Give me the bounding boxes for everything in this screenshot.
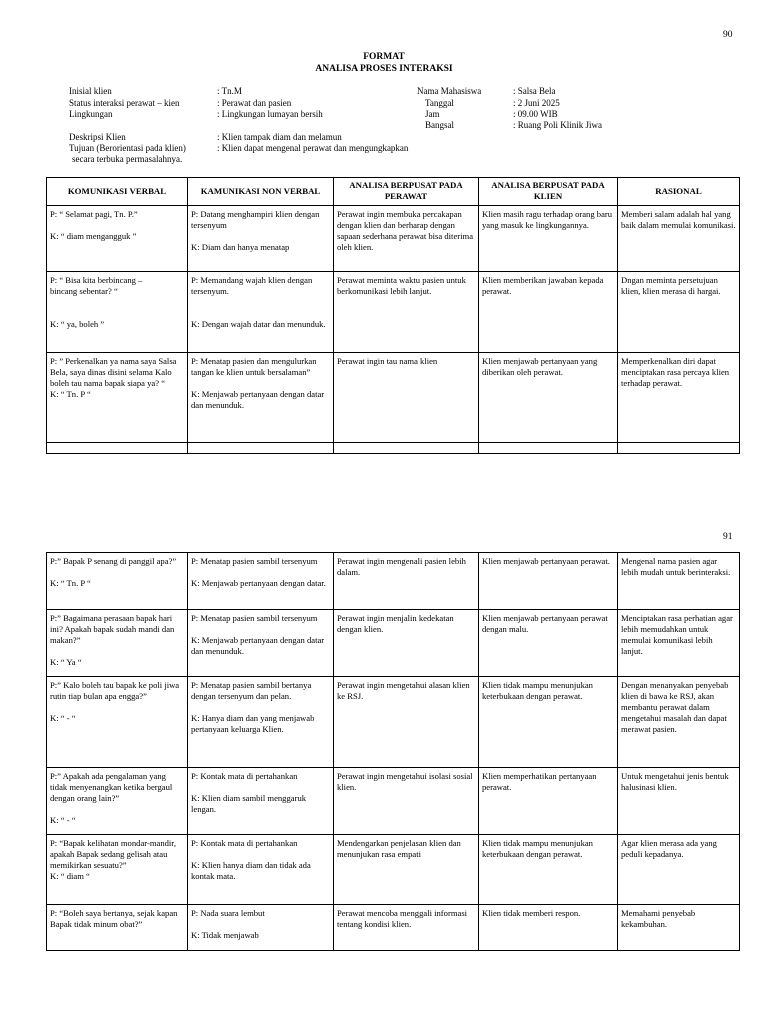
info-value: : Tn.M <box>217 86 242 96</box>
table-row <box>47 205 740 271</box>
cell-nonverbal <box>188 352 334 442</box>
cell-line: K: “ diam “ <box>50 871 90 881</box>
cell-line: K: Menjawab pertanyaan dengan datar. <box>191 578 326 588</box>
cell-line: Klien menjawab pertanyaan yang diberikan oleh perawat. <box>482 355 598 377</box>
cell-nonverbal <box>188 553 334 610</box>
cell-line: P: “ Selamat pagi, Tn. P.” <box>50 208 138 219</box>
cell-line: K: Menjawab pertanyaan dengan datar dan menunduk. <box>191 635 325 656</box>
cell-line: Perawat mencoba menggali informasi tentang kondisi klien. <box>337 908 468 929</box>
deskripsi-value: : Klien tampak diam dan melamun <box>217 132 342 142</box>
cell-line: Mengenal nama pasien agar lebih mudah untuk berinteraksi. <box>621 556 731 577</box>
cell-line: P: Menatap pasien sambil tersenyum <box>191 613 318 623</box>
interaction-table-page2 <box>46 552 740 951</box>
cell-line: Memperkenalkan diri dapat menciptakan rasa percaya klien terhadap perawat. <box>621 355 730 388</box>
cell-line <box>191 782 330 793</box>
cell-rasional <box>618 205 740 271</box>
cell-rasional <box>618 768 740 835</box>
cell-line: K: “ diam mengangguk ” <box>50 230 137 241</box>
table-row <box>47 677 740 768</box>
document-subtitle: ANALISA PROSES INTERAKSI <box>315 64 453 74</box>
cell-verbal <box>47 835 188 905</box>
cell-line: P: Menatap pasien sambil bertanya dengan tersenyum dan pelan. <box>191 680 312 701</box>
cell-line: P: Nada suara lembut <box>191 908 265 918</box>
cell-line <box>50 567 184 578</box>
cell-line: K: “ Tn. P “ <box>50 388 91 399</box>
cell-perawat <box>334 677 479 768</box>
page-number: 90 <box>723 30 733 40</box>
cell-nonverbal <box>188 610 334 677</box>
cell-verbal <box>47 553 188 610</box>
cell-line: Perawat meminta waktu pasien untuk berkomunikasi lebih lanjut. <box>337 274 466 296</box>
cell-line <box>50 804 184 815</box>
cell-line: Agar klien merasa ada yang peduli kepadanya. <box>621 838 717 859</box>
cell-line: K: “ Tn. P “ <box>50 578 91 588</box>
column-header: RASIONAL <box>618 178 740 206</box>
cell-line: Klien memperhatikan pertanyaan perawat. <box>482 771 597 792</box>
cell-line <box>191 567 330 578</box>
empty-cell <box>334 442 479 453</box>
cell-line <box>50 308 184 319</box>
cell-line: K: Diam dan hanya menatap <box>191 241 290 252</box>
cell-nonverbal <box>188 205 334 271</box>
cell-line: P:” Kalo boleh tau bapak ke poli jiwa rutin tiap bulan apa engga?” <box>50 680 180 701</box>
interaction-table-page1 <box>46 177 740 454</box>
table-row <box>47 610 740 677</box>
cell-verbal <box>47 352 188 442</box>
info-value: : Salsa Bela <box>513 86 556 96</box>
cell-line: bincang sebentar? “ <box>50 285 118 296</box>
table-header-row <box>47 178 740 206</box>
cell-line: K: “ Ya “ <box>50 657 82 667</box>
cell-line: Klien memberikan jawaban kepada perawat. <box>482 274 604 296</box>
cell-perawat <box>334 271 479 352</box>
info-value: : Lingkungan lumayan bersih <box>217 109 323 119</box>
cell-line <box>191 919 330 930</box>
info-label: Lingkungan <box>69 109 113 119</box>
cell-line: P: ” Perkenalkan ya nama saya Salsa Bela, saya dinas disini selama Kalo boleh tau nama bapak siapa ya? “ <box>50 355 177 388</box>
cell-rasional <box>618 905 740 951</box>
cell-line: Memberi salam adalah hal yang baik dalam memulai komunikasi. <box>621 208 736 230</box>
empty-cell <box>47 442 188 453</box>
cell-line: K: Dengan wajah datar dan menunduk. <box>191 318 326 329</box>
table-row-empty <box>47 442 740 453</box>
cell-perawat <box>334 352 479 442</box>
cell-rasional <box>618 677 740 768</box>
info-label: Status interaksi perawat – kien <box>69 98 180 108</box>
cell-line: Klien tidak memberi respon. <box>482 908 581 918</box>
cell-verbal <box>47 677 188 768</box>
cell-klien <box>479 553 618 610</box>
cell-line: Memahami penyebab kekambuhan. <box>621 908 696 929</box>
cell-line: P: “ Bisa kita berbincang – <box>50 274 143 285</box>
cell-klien <box>479 352 618 442</box>
cell-verbal <box>47 905 188 951</box>
cell-line: K: “ ya, boleh ” <box>50 318 105 329</box>
cell-line: P: Memandang wajah klien dengan tersenyum. <box>191 274 313 296</box>
info-value: : Ruang Poli Klinik Jiwa <box>513 120 603 130</box>
cell-line: P:” Apakah ada pengalaman yang tidak menyenangkan ketika bergaul dengan orang lain?” <box>50 771 173 803</box>
column-header: ANALISA BERPUSAT PADA KLIEN <box>479 178 618 206</box>
cell-line: Perawat ingin mengetahui alasan klien ke RSJ. <box>337 680 470 701</box>
cell-klien <box>479 905 618 951</box>
cell-line: Menciptakan rasa perhatian agar lebih memudahkan untuk memulai komunikasi lebih lanjut. <box>621 613 733 656</box>
cell-perawat <box>334 905 479 951</box>
cell-line: K: Menjawab pertanyaan dengan datar dan menunduk. <box>191 388 325 410</box>
cell-line: Klien menjawab pertanyaan perawat. <box>482 556 610 566</box>
cell-line: P: Datang menghampiri klien dengan tersenyum <box>191 208 320 230</box>
cell-perawat <box>334 768 479 835</box>
cell-nonverbal <box>188 768 334 835</box>
column-header: ANALISA BERPUSAT PADA PERAWAT <box>334 178 479 206</box>
cell-line: Perawat ingin menjalin kedekatan dengan klien. <box>337 613 454 634</box>
cell-line: P: Kontak mata di pertahankan <box>191 838 298 848</box>
cell-rasional <box>618 352 740 442</box>
cell-line: Dngan meminta persetujuan klien, klien merasa di hargai. <box>621 274 721 296</box>
page-number: 91 <box>723 532 733 542</box>
cell-klien <box>479 271 618 352</box>
table-row <box>47 352 740 442</box>
cell-line: Klien tidak mampu menunjukan keterbukaan dengan perawat. <box>482 838 593 859</box>
cell-line <box>191 231 330 242</box>
cell-line: K: Klien diam sambil menggaruk lengan. <box>191 793 307 814</box>
info-label: Tanggal <box>425 98 454 108</box>
cell-line <box>50 220 184 231</box>
cell-rasional <box>618 835 740 905</box>
cell-line <box>191 849 330 860</box>
deskripsi-label: Deskripsi Klien <box>69 132 126 142</box>
table-row <box>47 271 740 352</box>
column-header: KAMUNIKASI NON VERBAL <box>188 178 334 206</box>
table-row <box>47 835 740 905</box>
cell-nonverbal <box>188 905 334 951</box>
document-title: FORMAT <box>363 52 405 62</box>
info-label: Jam <box>425 109 440 119</box>
cell-klien <box>479 768 618 835</box>
empty-cell <box>479 442 618 453</box>
cell-line: P: Kontak mata di pertahankan <box>191 771 298 781</box>
empty-cell <box>188 442 334 453</box>
cell-line: P: Menatap pasien sambil tersenyum <box>191 556 318 566</box>
cell-line <box>50 702 184 713</box>
cell-line: Perawat ingin mengenali pasien lebih dalam. <box>337 556 466 577</box>
cell-perawat <box>334 553 479 610</box>
cell-line: K: Tidak menjawab <box>191 930 259 940</box>
cell-line: K: “ - “ <box>50 713 76 723</box>
cell-nonverbal <box>188 271 334 352</box>
cell-line: P:” Bagaimana perasaan bapak hari ini? Apakah bapak sudah mandi dan makan?” <box>50 613 175 645</box>
cell-line: P: “Bapak kelihatan mondar-mandir, apakah Bapak sedang gelisah atau memikirkan sesuatu?” <box>50 838 176 870</box>
tujuan-label: Tujuan (Berorientasi pada klien) <box>69 143 186 153</box>
info-label: Bangsal <box>425 120 454 130</box>
cell-line <box>191 624 330 635</box>
cell-nonverbal <box>188 677 334 768</box>
cell-line: Dengan menanyakan penyebab klien di bawa ke RSJ, akan membantu perawat dalam mengetahui masalah dan dapat merawat pasien. <box>621 680 729 734</box>
cell-line: Perawat ingin membuka percakapan dengan klien dan berharap dengan sapaan sederhana perawat bisa diterima oleh klien. <box>337 208 474 252</box>
cell-line <box>50 646 184 657</box>
table-row <box>47 768 740 835</box>
cell-rasional <box>618 271 740 352</box>
cell-verbal <box>47 205 188 271</box>
cell-line: P: Menatap pasien dan mengulurkan tangan ke klien untuk bersalaman” <box>191 355 317 377</box>
column-header: KOMUNIKASI VERBAL <box>47 178 188 206</box>
tujuan-label-continued: secara terbuka permasalahnya. <box>72 154 183 164</box>
cell-nonverbal <box>188 835 334 905</box>
cell-line <box>191 308 330 319</box>
cell-line: Klien menjawab pertanyaan perawat dengan malu. <box>482 613 608 634</box>
cell-line: Mendengarkan penjelasan klien dan menunjukan rasa empati <box>337 838 461 859</box>
cell-line: Klien tidak mampu menunjukan keterbukaan dengan perawat. <box>482 680 593 701</box>
info-label: Inisial klien <box>69 86 112 96</box>
tujuan-value: : Klien dapat mengenal perawat dan mengungkapkan <box>217 143 409 153</box>
cell-line <box>191 702 330 713</box>
cell-line: Perawat ingin mengetahui isolasi sosial klien. <box>337 771 473 792</box>
cell-rasional <box>618 553 740 610</box>
cell-klien <box>479 835 618 905</box>
cell-line <box>191 297 330 308</box>
cell-rasional <box>618 610 740 677</box>
cell-perawat <box>334 610 479 677</box>
cell-line: P:” Bapak P senang di panggil apa?” <box>50 556 177 566</box>
cell-klien <box>479 205 618 271</box>
cell-perawat <box>334 205 479 271</box>
info-value: : 2 Juni 2025 <box>513 98 560 108</box>
cell-verbal <box>47 271 188 352</box>
cell-line <box>191 378 330 389</box>
cell-line: Perawat ingin tau nama klien <box>337 355 438 366</box>
cell-line: K: “ - “ <box>50 815 76 825</box>
table-row <box>47 553 740 610</box>
cell-klien <box>479 677 618 768</box>
cell-perawat <box>334 835 479 905</box>
cell-line: P: “Boleh saya bertanya, sejak kapan Bapak tidak minum obat?” <box>50 908 178 929</box>
empty-cell <box>618 442 740 453</box>
cell-line <box>50 297 184 308</box>
cell-line: Untuk mengetahui jenis bentuk halusinasi klien. <box>621 771 729 792</box>
cell-verbal <box>47 610 188 677</box>
cell-line: Klien masih ragu terhadap orang baru yang masuk ke lingkungannya. <box>482 208 613 230</box>
info-value: : Perawat dan pasien <box>217 98 292 108</box>
cell-line: K: Hanya diam dan yang menjawab pertanyaan keluarga Klien. <box>191 713 315 734</box>
cell-line: K: Klien hanya diam dan tidak ada kontak mata. <box>191 860 311 881</box>
cell-klien <box>479 610 618 677</box>
info-label: Nama Mahasiswa <box>417 86 482 96</box>
cell-verbal <box>47 768 188 835</box>
table-row <box>47 905 740 951</box>
info-value: : 09.00 WIB <box>513 109 558 119</box>
